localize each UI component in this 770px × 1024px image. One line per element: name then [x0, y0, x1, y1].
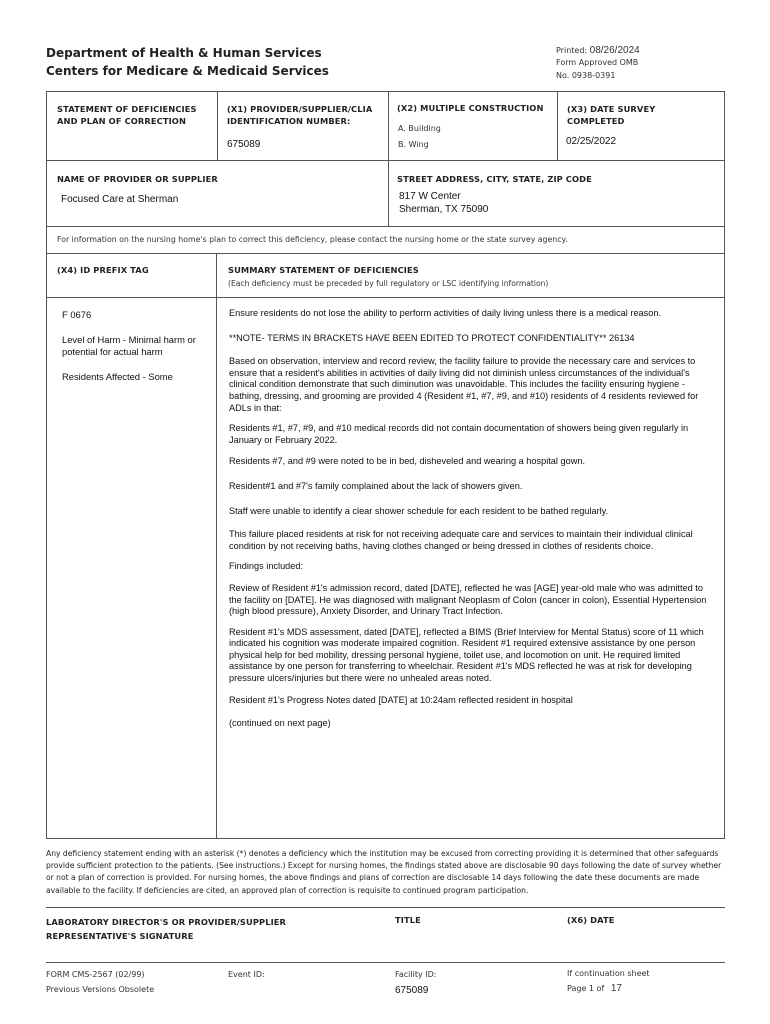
disclosure-footnote: Any deficiency statement ending with an asterisk (*) denotes a deficiency which the institution may be excused from correcting providing it is determined that other safeguards provide sufficient protection to the patients. (See instructions.) Except for nursing homes, the findings stated above are disclosable 90 days following the date of survey whether or not a plan of correction is provided. For nursing homes, the above findings and plans of correction are disclosable 14 days following the date these documents are made available to the facility. If deficiencies are cited, an approved plan of correction is requisite to continued program participation.: [46, 849, 722, 895]
id-prefix-tag: F 0676: [62, 309, 92, 320]
summary-paragraph: Residents #7, and #9 were noted to be in bed, disheveled and wearing a hospital gown.: [229, 456, 586, 467]
divider: [46, 962, 725, 963]
address-line2: Sherman, TX 75090: [399, 204, 489, 215]
agency-name: Centers for Medicare & Medicaid Services: [46, 64, 329, 78]
x2-building: A. Building: [398, 124, 441, 133]
facility-id-label: Facility ID:: [395, 970, 437, 979]
director-signature-label: LABORATORY DIRECTOR'S OR PROVIDER/SUPPLIER REPRESENTATIVE'S SIGNATURE: [46, 917, 287, 941]
divider: [217, 91, 218, 161]
divider: [46, 160, 725, 161]
page-total: 17: [610, 983, 622, 994]
page-label: Page 1 of: [567, 984, 605, 993]
x1-value: 675089: [227, 139, 261, 150]
printed-info: [556, 45, 640, 56]
facility-id-value: 675089: [395, 985, 429, 996]
continued-note: (continued on next page): [229, 718, 331, 729]
divider: [46, 907, 725, 908]
summary-paragraph: This failure placed residents at risk for not receiving adequate care and services to maintain their individual clinical condition by not receiving baths, having clothes changed or being dressed in clothes of residents choice.: [229, 529, 693, 551]
x4-label: (X4) ID PREFIX TAG: [57, 265, 149, 275]
divider: [46, 226, 725, 227]
continuation-label: If continuation sheet: [567, 969, 650, 978]
divider: [46, 297, 725, 298]
printed-date: 08/26/2024: [589, 45, 640, 56]
summary-paragraph: Staff were unable to identify a clear shower schedule for each resident to be bathed regularly.: [229, 505, 609, 516]
summary-paragraph: Resident #1's MDS assessment, dated [DATE], reflected a BIMS (Brief Interview for Mental Status) score of 11 which indicated his cognition was moderate impaired cognition. Resident #1 required extensive assistance by one person physical help for bed mobility, dressing personal hygiene, toilet use, and locomotion on unit. He required limited assistance by one person for transferring to wheelchair. Resident #1's MDS reflected he was at risk for developing pressure ulcers/injuries but there were no unhealed areas noted.: [229, 626, 704, 684]
statement-label: STATEMENT OF DEFICIENCIES AND PLAN OF CORRECTION: [57, 104, 197, 126]
residents-affected: Residents Affected - Some: [62, 371, 173, 382]
date-label: (X6) DATE: [567, 915, 615, 925]
divider: [46, 253, 725, 254]
provider-label: NAME OF PROVIDER OR SUPPLIER: [57, 174, 218, 184]
printed-label: Printed:: [556, 46, 588, 55]
previous-versions: Previous Versions Obsolete: [46, 985, 155, 994]
summary-paragraph: Resident #1's Progress Notes dated [DATE] at 10:24am reflected resident in hospital: [229, 694, 573, 705]
summary-paragraph: Review of Resident #1's admission record, dated [DATE], reflected he was [AGE] year-old male who was admitted to the facility on [DATE]. He was diagnosed with malignant Neoplasm of Colon (cancer in colon), Essential Hypertension (high blood pressure), Anxiety Disorder, and Urinary Tract Infection.: [229, 582, 707, 617]
summary-subtitle: (Each deficiency must be preceded by full regulatory or LSC identifying information): [228, 279, 549, 288]
level-of-harm: Level of Harm - Minimal harm or potential for actual harm: [62, 334, 196, 357]
summary-paragraph: Ensure residents do not lose the ability to perform activities of daily living unless there is a medical reason.: [229, 308, 662, 318]
summary-paragraph: Residents #1, #7, #9, and #10 medical records did not contain documentation of showers being given regularly in January or February 2022.: [229, 423, 689, 445]
x2-wing: B. Wing: [398, 140, 429, 149]
form-number: FORM CMS-2567 (02/99): [46, 970, 145, 979]
address-line1: 817 W Center: [399, 191, 461, 202]
summary-label: SUMMARY STATEMENT OF DEFICIENCIES: [228, 265, 419, 275]
divider: [557, 91, 558, 161]
address-label: STREET ADDRESS, CITY, STATE, ZIP CODE: [397, 174, 592, 184]
info-line: For information on the nursing home's plan to correct this deficiency, please contact the nursing home or the state survey agency.: [57, 235, 568, 244]
x1-label: (X1) PROVIDER/SUPPLIER/CLIA IDENTIFICATION NUMBER:: [227, 104, 373, 126]
summary-paragraph: Based on observation, interview and record review, the facility failure to provide the necessary care and services to ensure that a resident's abilities in activities of daily living did not diminish unless circumstances of the individual's clinical condition demonstrate that such diminution was unavoidable. This includes the facility ensuring hygiene - bathing, dressing, and grooming are provided 4 (Resident #1, #7, #9, and #10) residents of 4 residents reviewed for ADLs in that:: [229, 356, 699, 413]
title-label: TITLE: [395, 915, 421, 925]
department-name: Department of Health & Human Services: [46, 46, 322, 60]
summary-paragraph: **NOTE- TERMS IN BRACKETS HAVE BEEN EDITED TO PROTECT CONFIDENTIALITY** 26134: [229, 332, 635, 343]
provider-value: Focused Care at Sherman: [61, 194, 179, 205]
summary-paragraph: Findings included:: [229, 561, 304, 572]
divider: [388, 91, 389, 161]
form-approved: Form Approved OMB: [556, 58, 639, 67]
omb-number: No. 0938-0391: [556, 71, 616, 80]
x3-label: (X3) DATE SURVEY COMPLETED: [567, 104, 656, 126]
deficiency-summary: [229, 308, 713, 739]
summary-paragraph: Resident#1 and #7's family complained about the lack of showers given.: [229, 480, 523, 491]
x3-value: 02/25/2022: [566, 136, 617, 147]
divider: [388, 160, 389, 226]
page-indicator: [567, 983, 622, 994]
x2-label: (X2) MULTIPLE CONSTRUCTION: [397, 103, 544, 113]
column-divider: [216, 253, 217, 839]
event-id-label: Event ID:: [228, 970, 265, 979]
